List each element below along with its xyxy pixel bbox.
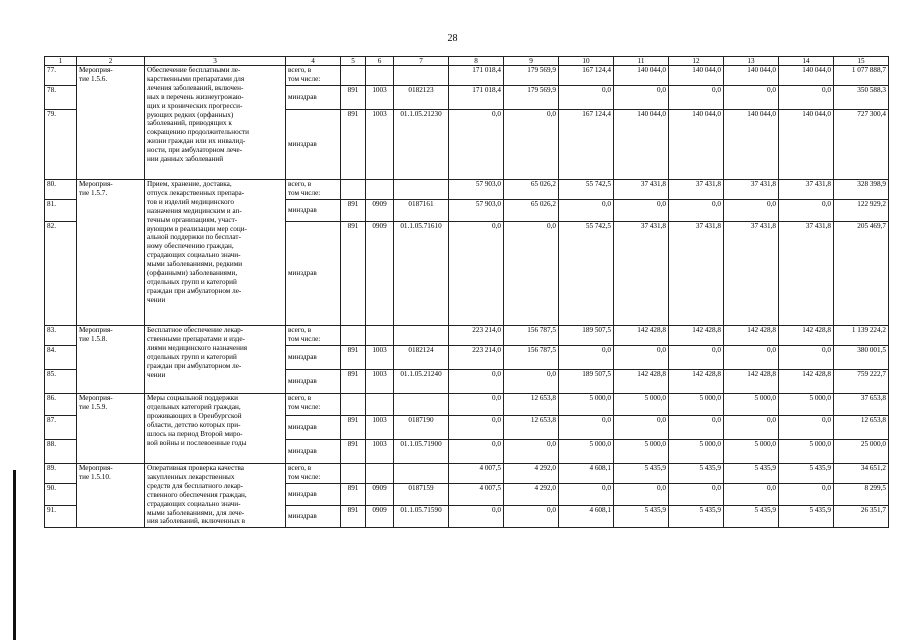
executor-cell: всего, в том числе: — [286, 394, 341, 416]
amount-cell: 0,0 — [779, 200, 834, 222]
row-number-cell: 91. — [45, 506, 77, 528]
amount-cell: 0,0 — [779, 484, 834, 506]
amount-cell: 0,0 — [559, 484, 614, 506]
column-number-cell: 13 — [724, 57, 779, 66]
target-article-cell: 01.1.05.21240 — [394, 370, 449, 394]
amount-cell: 5 435,9 — [614, 506, 669, 528]
executor-cell: всего, в том числе: — [286, 464, 341, 484]
amount-cell: 4 608,1 — [559, 506, 614, 528]
section-code-cell: 1003 — [366, 110, 394, 180]
amount-cell: 142 428,8 — [724, 370, 779, 394]
executor-cell: минздрав — [286, 200, 341, 222]
amount-cell: 1 139 224,2 — [834, 326, 889, 346]
grbs-code-cell — [341, 464, 366, 484]
grbs-code-cell: 891 — [341, 506, 366, 528]
grbs-code-cell: 891 — [341, 370, 366, 394]
amount-cell: 37 431,8 — [614, 180, 669, 200]
amount-cell: 0,0 — [559, 346, 614, 370]
section-code-cell: 1003 — [366, 86, 394, 110]
executor-cell: минздрав — [286, 440, 341, 464]
row-number-cell: 82. — [45, 222, 77, 326]
amount-cell: 189 507,5 — [559, 326, 614, 346]
amount-cell: 5 000,0 — [559, 440, 614, 464]
amount-cell: 57 903,0 — [449, 180, 504, 200]
executor-cell: минздрав — [286, 110, 341, 180]
column-number-cell: 9 — [504, 57, 559, 66]
amount-cell: 0,0 — [504, 370, 559, 394]
amount-cell: 5 435,9 — [779, 506, 834, 528]
event-description-cell: Бесплатное обеспечение лекар- ственными препаратами и изде- лиями медицинского назначения отдельных групп и категорий граждан при амбулаторном ле- чении — [145, 326, 286, 394]
amount-cell: 142 428,8 — [614, 326, 669, 346]
amount-cell: 0,0 — [614, 484, 669, 506]
event-name-cell: Мероприя- тие 1.5.6. — [77, 66, 145, 180]
section-code-cell — [366, 66, 394, 86]
amount-cell: 223 214,0 — [449, 346, 504, 370]
amount-cell: 140 044,0 — [779, 110, 834, 180]
column-number-cell: 10 — [559, 57, 614, 66]
amount-cell: 0,0 — [559, 416, 614, 440]
amount-cell: 0,0 — [559, 86, 614, 110]
amount-cell: 142 428,8 — [669, 370, 724, 394]
table-row — [45, 66, 889, 86]
amount-cell: 5 000,0 — [779, 394, 834, 416]
amount-cell: 37 653,8 — [834, 394, 889, 416]
amount-cell: 0,0 — [449, 394, 504, 416]
amount-cell: 223 214,0 — [449, 326, 504, 346]
margin-rule — [13, 470, 16, 640]
event-description-cell: Меры социальной поддержки отдельных категорий граждан, проживающих в Оренбургской области, детство которых при- шлось на период Второй миро- вой войны и послевоенные годы — [145, 394, 286, 464]
amount-cell: 167 124,4 — [559, 66, 614, 86]
executor-cell: минздрав — [286, 484, 341, 506]
executor-cell: минздрав — [286, 416, 341, 440]
amount-cell: 142 428,8 — [614, 370, 669, 394]
grbs-code-cell: 891 — [341, 346, 366, 370]
amount-cell: 142 428,8 — [724, 326, 779, 346]
amount-cell: 0,0 — [504, 110, 559, 180]
row-number-cell: 85. — [45, 370, 77, 394]
column-number-cell: 2 — [77, 57, 145, 66]
executor-cell: минздрав — [286, 506, 341, 528]
amount-cell: 12 653,8 — [504, 394, 559, 416]
row-number-cell: 80. — [45, 180, 77, 200]
row-number-cell: 83. — [45, 326, 77, 346]
amount-cell: 0,0 — [449, 370, 504, 394]
amount-cell: 0,0 — [724, 416, 779, 440]
target-article-cell: 0187190 — [394, 416, 449, 440]
amount-cell: 140 044,0 — [614, 66, 669, 86]
section-code-cell: 0909 — [366, 222, 394, 326]
amount-cell: 37 431,8 — [724, 180, 779, 200]
target-article-cell: 01.1.05.71610 — [394, 222, 449, 326]
section-code-cell — [366, 326, 394, 346]
amount-cell: 0,0 — [669, 416, 724, 440]
amount-cell: 179 569,9 — [504, 66, 559, 86]
amount-cell: 34 651,2 — [834, 464, 889, 484]
table-row — [45, 180, 889, 200]
amount-cell: 328 398,9 — [834, 180, 889, 200]
table-row — [45, 464, 889, 484]
amount-cell: 0,0 — [724, 346, 779, 370]
amount-cell: 0,0 — [779, 346, 834, 370]
amount-cell: 156 787,5 — [504, 326, 559, 346]
section-code-cell — [366, 394, 394, 416]
event-name-cell: Мероприя- тие 1.5.10. — [77, 464, 145, 528]
amount-cell: 189 507,5 — [559, 370, 614, 394]
amount-cell: 140 044,0 — [669, 110, 724, 180]
section-code-cell — [366, 464, 394, 484]
amount-cell: 142 428,8 — [779, 326, 834, 346]
grbs-code-cell: 891 — [341, 200, 366, 222]
budget-table — [44, 56, 889, 528]
amount-cell: 0,0 — [779, 86, 834, 110]
amount-cell: 25 000,0 — [834, 440, 889, 464]
amount-cell: 179 569,9 — [504, 86, 559, 110]
amount-cell: 140 044,0 — [669, 66, 724, 86]
amount-cell: 140 044,0 — [614, 110, 669, 180]
target-article-cell: 0182124 — [394, 346, 449, 370]
target-article-cell: 0187161 — [394, 200, 449, 222]
amount-cell: 37 431,8 — [614, 222, 669, 326]
amount-cell: 167 124,4 — [559, 110, 614, 180]
row-number-cell: 84. — [45, 346, 77, 370]
executor-cell: всего, в том числе: — [286, 66, 341, 86]
event-name-cell: Мероприя- тие 1.5.9. — [77, 394, 145, 464]
amount-cell: 0,0 — [504, 440, 559, 464]
amount-cell: 0,0 — [559, 200, 614, 222]
column-number-row — [45, 57, 889, 66]
amount-cell: 5 435,9 — [724, 464, 779, 484]
amount-cell: 0,0 — [669, 200, 724, 222]
amount-cell: 5 435,9 — [614, 464, 669, 484]
target-article-cell — [394, 180, 449, 200]
amount-cell: 0,0 — [449, 110, 504, 180]
grbs-code-cell: 891 — [341, 222, 366, 326]
amount-cell: 5 435,9 — [724, 506, 779, 528]
amount-cell: 55 742,5 — [559, 222, 614, 326]
section-code-cell: 0909 — [366, 484, 394, 506]
amount-cell: 205 469,7 — [834, 222, 889, 326]
amount-cell: 171 018,4 — [449, 66, 504, 86]
amount-cell: 0,0 — [669, 86, 724, 110]
amount-cell: 37 431,8 — [669, 222, 724, 326]
amount-cell: 4 007,5 — [449, 464, 504, 484]
amount-cell: 122 929,2 — [834, 200, 889, 222]
amount-cell: 5 000,0 — [669, 440, 724, 464]
section-code-cell: 1003 — [366, 440, 394, 464]
event-name-cell: Мероприя- тие 1.5.8. — [77, 326, 145, 394]
amount-cell: 5 000,0 — [669, 394, 724, 416]
column-number-cell: 4 — [286, 57, 341, 66]
section-code-cell: 1003 — [366, 416, 394, 440]
amount-cell: 0,0 — [614, 200, 669, 222]
event-description-cell: Оперативная проверка качества закупленных лекарственных средств для бесплатного лекар- ственного обеспечения граждан, страдающих социально значи- мыми заболеваниями, для лече- ния заболеваний, включенных в — [145, 464, 286, 528]
amount-cell: 5 435,9 — [669, 464, 724, 484]
amount-cell: 65 026,2 — [504, 200, 559, 222]
section-code-cell: 1003 — [366, 346, 394, 370]
amount-cell: 140 044,0 — [724, 110, 779, 180]
amount-cell: 0,0 — [504, 506, 559, 528]
amount-cell: 0,0 — [779, 416, 834, 440]
target-article-cell: 01.1.05.71590 — [394, 506, 449, 528]
amount-cell: 0,0 — [614, 86, 669, 110]
column-number-cell: 5 — [341, 57, 366, 66]
column-number-cell: 12 — [669, 57, 724, 66]
amount-cell: 4 292,0 — [504, 464, 559, 484]
row-number-cell: 78. — [45, 86, 77, 110]
amount-cell: 0,0 — [504, 222, 559, 326]
amount-cell: 37 431,8 — [779, 222, 834, 326]
amount-cell: 380 001,5 — [834, 346, 889, 370]
event-description-cell: Обеспечение бесплатными ле- карственными препаратами для лечения заболеваний, включен- ных в перечень жизнеугрожаю- щих и хронических прогресси- рующих редких (орфанных) заболеваний, приводящих к сокращению продолжительности жизни граждан или их инвалид- ности, при амбулаторном лече- нии данных заболеваний — [145, 66, 286, 180]
amount-cell: 5 000,0 — [614, 440, 669, 464]
amount-cell: 4 292,0 — [504, 484, 559, 506]
amount-cell: 727 300,4 — [834, 110, 889, 180]
row-number-cell: 79. — [45, 110, 77, 180]
amount-cell: 5 000,0 — [724, 394, 779, 416]
amount-cell: 0,0 — [724, 86, 779, 110]
event-name-cell: Мероприя- тие 1.5.7. — [77, 180, 145, 326]
section-code-cell: 0909 — [366, 200, 394, 222]
amount-cell: 0,0 — [614, 346, 669, 370]
amount-cell: 0,0 — [724, 484, 779, 506]
event-description-cell: Прием, хранение, доставка, отпуск лекарственных препара- тов и изделий медицинского назначения медицинским и ап- течным организациям, участ- вующим в реализации мер соци- альной поддержки по бесплат- ному обеспечению граждан, страдающих социально значи- мыми заболеваниями, редкими (орфанными) заболеваниями, отдельных групп и категорий граждан при амбулаторном ле- чении — [145, 180, 286, 326]
row-number-cell: 86. — [45, 394, 77, 416]
section-code-cell — [366, 180, 394, 200]
column-number-cell: 14 — [779, 57, 834, 66]
column-number-cell: 7 — [394, 57, 449, 66]
amount-cell: 5 000,0 — [724, 440, 779, 464]
column-number-cell: 11 — [614, 57, 669, 66]
row-number-cell: 90. — [45, 484, 77, 506]
amount-cell: 759 222,7 — [834, 370, 889, 394]
page-number: 28 — [447, 33, 458, 44]
row-number-cell: 89. — [45, 464, 77, 484]
column-number-cell: 6 — [366, 57, 394, 66]
amount-cell: 0,0 — [449, 440, 504, 464]
amount-cell: 26 351,7 — [834, 506, 889, 528]
amount-cell: 0,0 — [669, 346, 724, 370]
amount-cell: 0,0 — [724, 200, 779, 222]
grbs-code-cell: 891 — [341, 484, 366, 506]
column-number-cell: 8 — [449, 57, 504, 66]
column-number-cell: 15 — [834, 57, 889, 66]
target-article-cell — [394, 394, 449, 416]
grbs-code-cell: 891 — [341, 110, 366, 180]
amount-cell: 5 000,0 — [559, 394, 614, 416]
amount-cell: 1 077 888,7 — [834, 66, 889, 86]
column-number-cell: 1 — [45, 57, 77, 66]
amount-cell: 5 435,9 — [669, 506, 724, 528]
amount-cell: 12 653,8 — [504, 416, 559, 440]
executor-cell: всего, в том числе: — [286, 326, 341, 346]
grbs-code-cell: 891 — [341, 440, 366, 464]
amount-cell: 5 000,0 — [614, 394, 669, 416]
target-article-cell — [394, 66, 449, 86]
amount-cell: 142 428,8 — [779, 370, 834, 394]
row-number-cell: 77. — [45, 66, 77, 86]
grbs-code-cell: 891 — [341, 416, 366, 440]
grbs-code-cell — [341, 326, 366, 346]
amount-cell: 0,0 — [449, 506, 504, 528]
executor-cell: всего, в том числе: — [286, 180, 341, 200]
amount-cell: 350 588,3 — [834, 86, 889, 110]
target-article-cell: 0182123 — [394, 86, 449, 110]
amount-cell: 5 435,9 — [779, 464, 834, 484]
amount-cell: 0,0 — [669, 484, 724, 506]
amount-cell: 37 431,8 — [669, 180, 724, 200]
amount-cell: 4 608,1 — [559, 464, 614, 484]
row-number-cell: 88. — [45, 440, 77, 464]
grbs-code-cell: 891 — [341, 86, 366, 110]
amount-cell: 140 044,0 — [724, 66, 779, 86]
grbs-code-cell — [341, 180, 366, 200]
amount-cell: 65 026,2 — [504, 180, 559, 200]
amount-cell: 142 428,8 — [669, 326, 724, 346]
grbs-code-cell — [341, 394, 366, 416]
table-row — [45, 394, 889, 416]
section-code-cell: 0909 — [366, 506, 394, 528]
amount-cell: 8 299,5 — [834, 484, 889, 506]
amount-cell: 37 431,8 — [779, 180, 834, 200]
executor-cell: минздрав — [286, 222, 341, 326]
amount-cell: 55 742,5 — [559, 180, 614, 200]
amount-cell: 140 044,0 — [779, 66, 834, 86]
section-code-cell: 1003 — [366, 370, 394, 394]
grbs-code-cell — [341, 66, 366, 86]
amount-cell: 171 018,4 — [449, 86, 504, 110]
target-article-cell: 0187159 — [394, 484, 449, 506]
column-number-cell: 3 — [145, 57, 286, 66]
executor-cell: минздрав — [286, 370, 341, 394]
amount-cell: 0,0 — [449, 222, 504, 326]
row-number-cell: 87. — [45, 416, 77, 440]
target-article-cell: 01.1.05.21230 — [394, 110, 449, 180]
row-number-cell: 81. — [45, 200, 77, 222]
amount-cell: 12 653,8 — [834, 416, 889, 440]
amount-cell: 0,0 — [449, 416, 504, 440]
amount-cell: 156 787,5 — [504, 346, 559, 370]
amount-cell: 5 000,0 — [779, 440, 834, 464]
target-article-cell: 01.1.05.71900 — [394, 440, 449, 464]
amount-cell: 0,0 — [614, 416, 669, 440]
amount-cell: 4 007,5 — [449, 484, 504, 506]
amount-cell: 57 903,0 — [449, 200, 504, 222]
target-article-cell — [394, 326, 449, 346]
table-row — [45, 326, 889, 346]
executor-cell: минздрав — [286, 86, 341, 110]
amount-cell: 37 431,8 — [724, 222, 779, 326]
executor-cell: минздрав — [286, 346, 341, 370]
target-article-cell — [394, 464, 449, 484]
